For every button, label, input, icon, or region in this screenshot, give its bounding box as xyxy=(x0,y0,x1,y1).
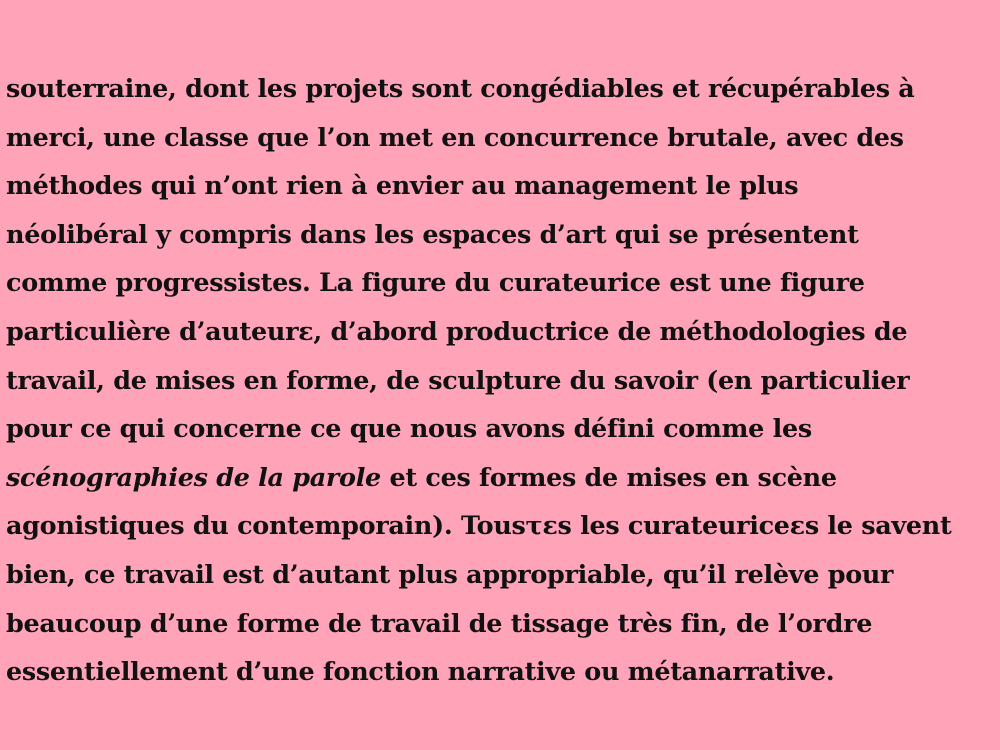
text-line-9-rest: et ces formes de mises en scène xyxy=(380,461,837,492)
text-line-5: comme progressistes. La figure du curateurice est une figure xyxy=(6,267,865,298)
text-line-9 xyxy=(6,453,996,502)
text-line-10: agonistiques du contemporain). Tousτεs les curateuriceεs le savent xyxy=(6,510,952,541)
text-line-1: souterraine, dont les projets sont congédiables et récupérables à xyxy=(6,73,915,103)
text-line-2: merci, une classe que l’on met en concurrence brutale, avec des xyxy=(6,121,904,152)
text-line-12: beaucoup d’une forme de travail de tissage très fin, de l’ordre xyxy=(6,607,873,638)
text-line-7: travail, de mises en forme, de sculpture du savoir (en particulier xyxy=(6,364,910,395)
text-line-4: néolibéral y compris dans les espaces d’art qui se présentent xyxy=(6,218,859,249)
text-line-13: essentiellement d’une fonction narrative ou métanarrative. xyxy=(6,656,835,687)
text-line-6: particulière d’auteurε, d’abord productrice de méthodologies de xyxy=(6,315,908,346)
text-line-11: bien, ce travail est d’autant plus appropriable, qu’il relève pour xyxy=(6,558,894,589)
italic-phrase: scénographies de la parole xyxy=(6,461,381,492)
text-line-8: pour ce qui concerne ce que nous avons défini comme les xyxy=(6,413,812,444)
text-line-3: méthodes qui n’ont rien à envier au management le plus xyxy=(6,170,799,201)
body-paragraph xyxy=(6,64,996,696)
